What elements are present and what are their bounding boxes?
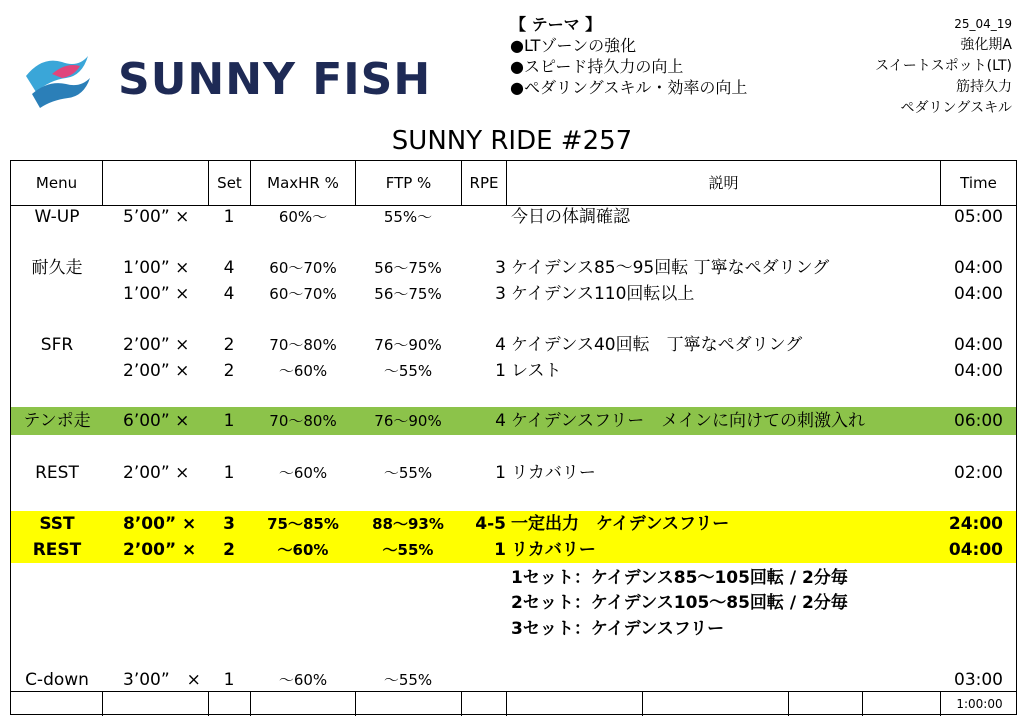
col-description: 説明 <box>507 161 941 205</box>
row-duration: 5’00” × <box>123 207 190 227</box>
set-note: 3セット：ケイデンスフリー <box>511 619 725 639</box>
row-time: 05:00 <box>954 207 1003 227</box>
table-row <box>11 358 1016 384</box>
footer-cell <box>11 692 103 716</box>
row-duration: 6’00” × <box>123 411 190 431</box>
table-row <box>11 281 1016 307</box>
row-ftp: ～55% <box>383 671 433 689</box>
row-duration: 8’00” × <box>123 514 197 534</box>
theme-item: ●LTゾーンの強化 <box>510 36 637 55</box>
footer-cell <box>643 692 789 716</box>
col-duration <box>103 161 209 205</box>
row-menu: 耐久走 <box>31 258 83 278</box>
row-rpe: 1 <box>494 540 506 560</box>
row-menu: C-down <box>25 670 89 690</box>
footer-cell <box>789 692 863 716</box>
col-maxhr: MaxHR % <box>251 161 356 205</box>
row-duration: 2’00” × <box>123 463 190 483</box>
col-rpe: RPE <box>462 161 507 205</box>
footer-cell <box>209 692 251 716</box>
row-maxhr: ～60% <box>278 671 328 689</box>
workout-table <box>10 160 1017 715</box>
row-duration: 1’00” × <box>123 258 190 278</box>
theme-heading: 【 テーマ 】 <box>510 15 602 34</box>
set-note: 1セット：ケイデンス85～105回転 / 2分毎 <box>511 568 848 588</box>
row-rpe: 3 <box>495 284 506 304</box>
row-set: 1 <box>223 463 235 483</box>
info-line: スイートスポット(LT) <box>875 58 1012 74</box>
row-menu: SST <box>39 514 75 534</box>
row-maxhr: 70～80% <box>269 412 337 430</box>
row-maxhr: 60～70% <box>269 259 337 277</box>
row-menu: REST <box>32 540 82 560</box>
row-duration: 2’00” × <box>123 361 190 381</box>
row-duration: 2’00” × <box>123 540 197 560</box>
row-maxhr: ～60% <box>278 464 328 482</box>
table-row <box>11 537 1016 563</box>
row-maxhr: 70～80% <box>269 336 337 354</box>
row-menu: テンポ走 <box>23 411 91 431</box>
table-footer <box>11 691 1016 716</box>
row-duration: 1’00” × <box>123 284 190 304</box>
row-rpe: 1 <box>495 463 506 483</box>
col-time: Time <box>960 174 997 192</box>
row-ftp: 76～90% <box>374 412 442 430</box>
row-ftp: 88～93% <box>372 515 444 533</box>
info-line: 強化期A <box>960 37 1012 53</box>
footer-cell <box>507 692 643 716</box>
theme-item: ●ペダリングスキル・効率の向上 <box>510 78 748 97</box>
row-time: 04:00 <box>954 258 1003 278</box>
col-ftp: FTP % <box>356 161 462 205</box>
row-rpe: 4-5 <box>475 514 506 534</box>
row-maxhr: ～60% <box>277 541 329 559</box>
table-row <box>11 204 1016 230</box>
row-set: 2 <box>223 361 235 381</box>
row-rpe: 4 <box>495 411 506 431</box>
row-ftp: 56～75% <box>374 285 442 303</box>
info-line: ペダリングスキル <box>900 100 1012 116</box>
total-time: 1:00:00 <box>956 697 1003 711</box>
row-menu: REST <box>35 463 79 483</box>
table-row <box>11 408 1016 434</box>
theme-block <box>510 14 747 98</box>
row-time: 04:00 <box>954 335 1003 355</box>
row-rpe: 4 <box>495 335 506 355</box>
row-time: 24:00 <box>948 514 1003 534</box>
row-set: 2 <box>223 335 235 355</box>
table-row <box>11 667 1016 693</box>
table-row <box>11 332 1016 358</box>
row-description: ケイデンスフリー メインに向けての刺激入れ <box>511 411 865 431</box>
row-menu: W-UP <box>34 207 80 227</box>
table-row <box>11 255 1016 281</box>
row-set: 4 <box>223 258 235 278</box>
row-duration: 3’00” × <box>123 670 201 690</box>
row-rpe: 3 <box>495 258 506 278</box>
row-set: 1 <box>223 207 235 227</box>
row-ftp: 56～75% <box>374 259 442 277</box>
logo <box>22 48 432 110</box>
row-time: 04:00 <box>954 361 1003 381</box>
row-time: 03:00 <box>954 670 1003 690</box>
row-ftp: ～55% <box>382 541 434 559</box>
row-duration: 2’00” × <box>123 335 190 355</box>
row-maxhr: ～60% <box>278 362 328 380</box>
row-description: ケイデンス110回転以上 <box>511 284 695 304</box>
row-description: リカバリー <box>511 463 596 483</box>
row-description: ケイデンス40回転 丁寧なペダリング <box>511 335 803 355</box>
row-rpe: 1 <box>495 361 506 381</box>
row-set: 4 <box>223 284 235 304</box>
footer-cell <box>863 692 941 716</box>
row-maxhr: 75～85% <box>267 515 339 533</box>
row-ftp: ～55% <box>383 464 433 482</box>
page-title: SUNNY RIDE #257 <box>391 126 633 156</box>
table-row <box>11 511 1016 537</box>
table-row <box>11 460 1016 486</box>
row-description: リカバリー <box>511 540 596 560</box>
row-time: 02:00 <box>954 463 1003 483</box>
row-set: 2 <box>223 540 235 560</box>
info-block <box>875 14 1012 119</box>
date: 25_04_19 <box>954 17 1012 31</box>
row-maxhr: 60～70% <box>269 285 337 303</box>
logo-text: SUNNY FISH <box>118 54 432 105</box>
row-maxhr: 60%～ <box>278 208 328 226</box>
row-set: 3 <box>223 514 235 534</box>
row-description: 今日の体調確認 <box>511 207 630 227</box>
set-note: 2セット：ケイデンス105～85回転 / 2分毎 <box>511 593 848 613</box>
footer-cell <box>356 692 462 716</box>
footer-cell <box>251 692 356 716</box>
row-ftp: 76～90% <box>374 336 442 354</box>
footer-cell <box>103 692 209 716</box>
col-menu: Menu <box>11 161 103 205</box>
row-description: ケイデンス85～95回転 丁寧なペダリング <box>511 258 830 278</box>
row-description: レスト <box>511 361 562 381</box>
row-time: 04:00 <box>954 284 1003 304</box>
row-ftp: ～55% <box>383 362 433 380</box>
row-menu: SFR <box>40 335 74 355</box>
row-time: 04:00 <box>948 540 1003 560</box>
footer-cell <box>462 692 507 716</box>
fish-logo-icon <box>22 48 102 110</box>
row-set: 1 <box>223 670 235 690</box>
col-set: Set <box>209 161 251 205</box>
row-description: 一定出力 ケイデンスフリー <box>511 514 730 534</box>
info-line: 筋持久力 <box>956 79 1012 95</box>
row-time: 06:00 <box>954 411 1003 431</box>
row-ftp: 55%～ <box>383 208 433 226</box>
theme-item: ●スピード持久力の向上 <box>510 57 684 76</box>
row-set: 1 <box>223 411 235 431</box>
table-header <box>11 161 1016 206</box>
